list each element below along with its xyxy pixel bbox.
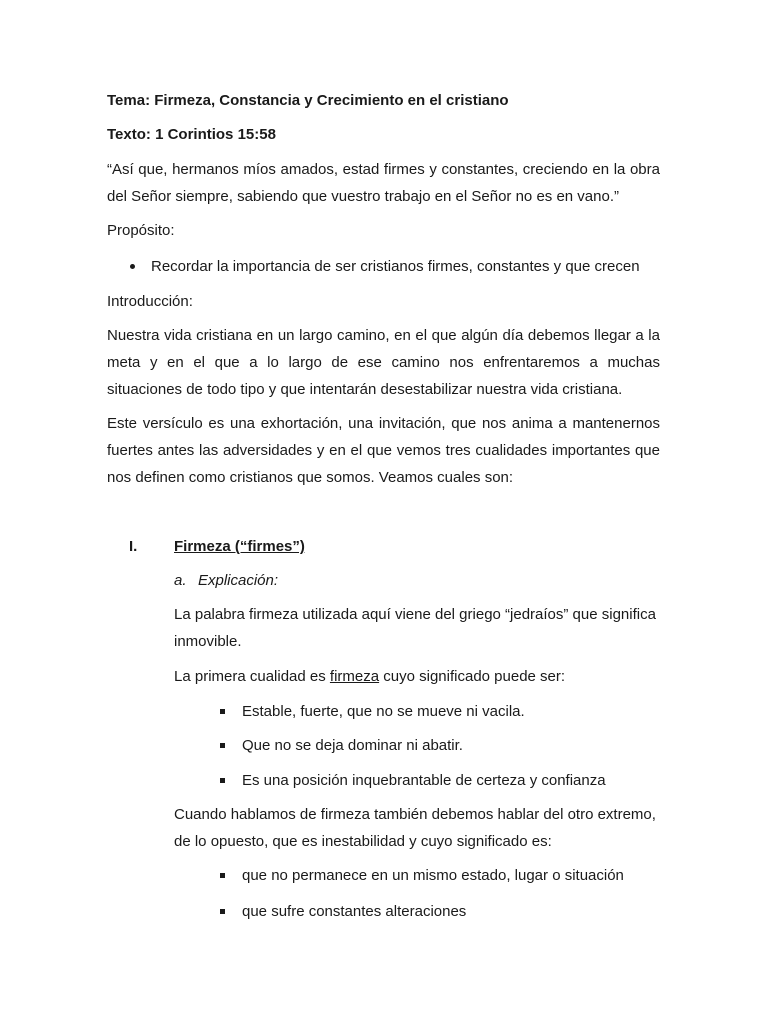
section-p3-line-1: Cuando hablamos de firmeza también debemos hablar del otro extremo,	[174, 806, 656, 823]
quote-line-1: “Así que, hermanos míos amados, estad firmes y constantes, creciendo en la obra	[107, 161, 660, 178]
intro-p2-line-1: Este versículo es una exhortación, una invitación, que nos anima a mantenernos	[107, 415, 660, 432]
section-title: Firmeza (“firmes”)	[174, 538, 305, 555]
texto-line	[107, 125, 276, 145]
section-p2-underlined: firmeza	[329, 668, 380, 685]
intro-p2-line-3: nos definen como cristianos que somos. Veamos cuales son:	[107, 469, 514, 486]
list1-item-3: Es una posición inquebrantable de certeza y confianza	[242, 772, 606, 789]
intro-p1-line-3: situaciones de todo tipo y que intentarán desestabilizar nuestra vida cristiana.	[107, 381, 623, 398]
square-bullet-icon	[220, 778, 225, 783]
square-bullet-icon	[220, 909, 225, 914]
section-p1-line-2: inmovible.	[174, 633, 242, 650]
intro-p1-line-2: meta y en el que a lo largo de ese camino nos enfrentaremos a muchas	[107, 354, 660, 371]
bullet-dot-icon	[130, 264, 135, 269]
tema-line	[107, 91, 509, 111]
square-bullet-icon	[220, 743, 225, 748]
list2-item-2: que sufre constantes alteraciones	[242, 903, 467, 920]
square-bullet-icon	[220, 873, 225, 878]
proposito-heading: Propósito:	[107, 222, 175, 239]
proposito-item: Recordar la importancia de ser cristianos firmes, constantes y que crecen	[151, 258, 640, 275]
section-p2	[174, 667, 565, 687]
texto-value: 1 Corintios 15:58	[155, 126, 276, 143]
list1-item-2: Que no se deja dominar ni abatir.	[242, 737, 463, 754]
quote-line-2: del Señor siempre, sabiendo que vuestro trabajo en el Señor no es en vano.”	[107, 188, 619, 205]
subsection-a-marker: a.	[174, 572, 187, 589]
intro-p1-line-1: Nuestra vida cristiana en un largo camino, en el que algún día debemos llegar a la	[107, 327, 660, 344]
subsection-a-title: Explicación:	[198, 572, 279, 589]
section-p1-line-1: La palabra firmeza utilizada aquí viene del griego “jedraíos” que significa	[174, 606, 656, 623]
section-p3-line-2: de lo opuesto, que es inestabilidad y cuyo significado es:	[174, 833, 552, 850]
tema-value: Firmeza, Constancia y Crecimiento en el cristiano	[154, 92, 509, 109]
texto-label: Texto:	[107, 126, 151, 143]
section-numeral: I.	[129, 538, 138, 555]
introduccion-heading: Introducción:	[107, 293, 193, 310]
intro-p2-line-2: fuertes antes las adversidades y en el que vemos tres cualidades importantes que	[107, 442, 660, 459]
section-p2-after: cuyo significado puede ser:	[379, 668, 566, 685]
list1-item-1: Estable, fuerte, que no se mueve ni vacila.	[242, 703, 525, 720]
section-p2-before: La primera cualidad es	[174, 668, 330, 685]
list2-item-1: que no permanece en un mismo estado, lugar o situación	[242, 867, 624, 884]
square-bullet-icon	[220, 709, 225, 714]
tema-label: Tema:	[107, 92, 151, 109]
